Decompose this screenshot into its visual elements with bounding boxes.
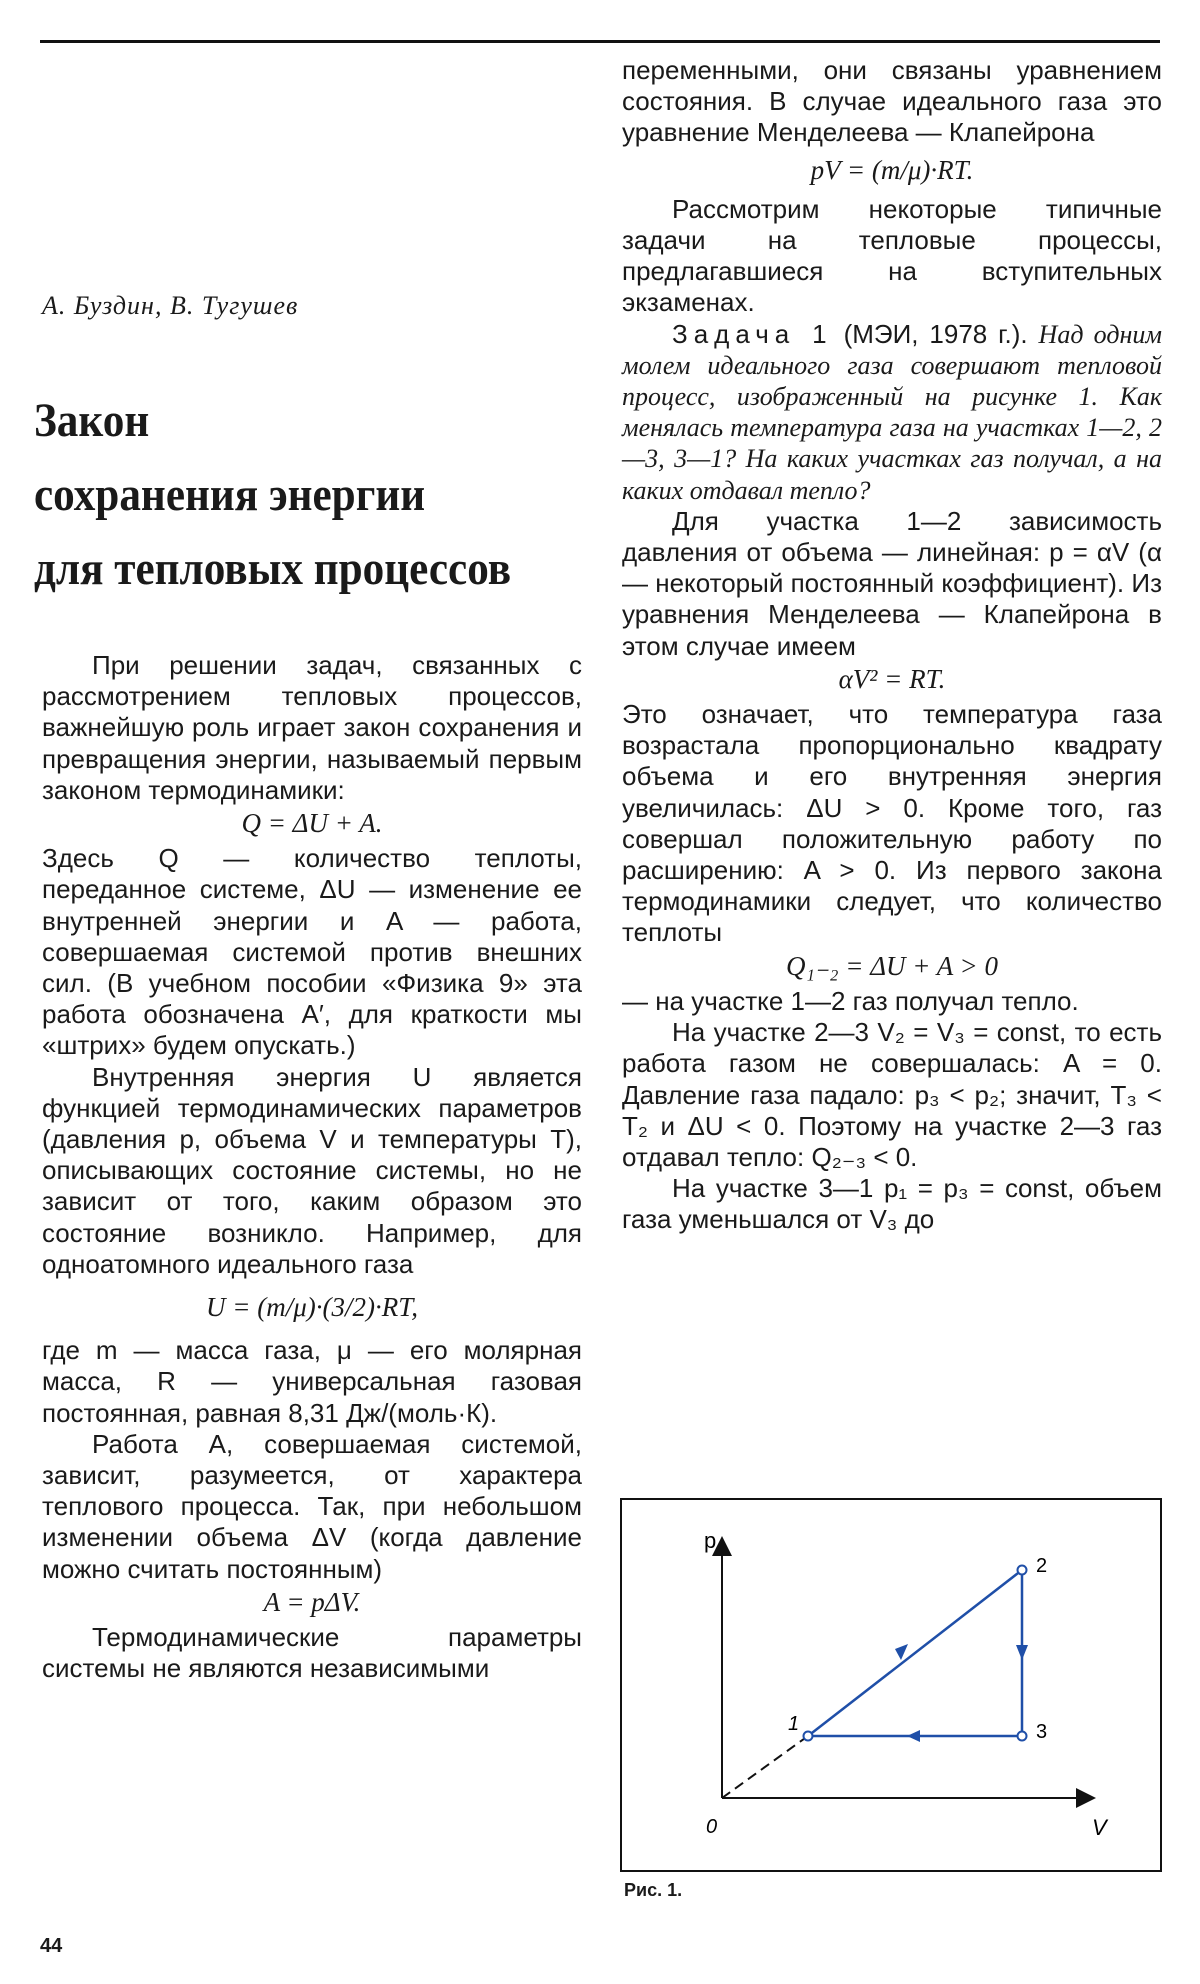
paragraph: переменными, они связаны уравнением состояния. В случае идеального газа это уравнение Менделеева — Клапейрона <box>622 55 1162 148</box>
x-axis-label: V <box>1092 1815 1107 1840</box>
task-text: Над одним молем идеального газа совершают тепловой процесс, изображенный на рисунке 1. Как менялась температура газа на участках 1—2, 2—3, 3—1? На каких участках газ получал, а на каких отдавал тепло? <box>622 319 1162 505</box>
task-label: Задача 1 <box>672 318 833 349</box>
paragraph: Термодинамические параметры системы не являются независимыми <box>42 1622 582 1684</box>
paragraph: На участке 2—3 V₂ = V₃ = const, то есть работа газом не совершалась: A = 0. Давление газа падало: p₃ < p₂; значит, T₃ < T₂ и ΔU < 0. Поэтому на участке 2—3 газ отдавал тепло: Q₂₋₃ < 0. <box>622 1017 1162 1172</box>
title-line-2: сохранения энергии <box>34 468 426 521</box>
equation: αV² = RT. <box>838 663 946 694</box>
arrow-2-3 <box>1016 1645 1028 1660</box>
segment-1-2 <box>808 1570 1022 1736</box>
equation: Q₁₋₂ = ΔU + A > 0 <box>785 950 999 981</box>
paragraph: Для участка 1—2 зависимость давления от объема — линейная: p = αV (α — некоторый постоянный коэффициент). Из уравнения Менделеева — Клапейрона в этом случае имеем <box>622 505 1162 661</box>
paragraph: Рассмотрим некоторые типичные задачи на тепловые процессы, предлагавшиеся на вступительных экзаменах. <box>622 193 1162 318</box>
point-3 <box>1018 1732 1027 1741</box>
paragraph: Это означает, что температура газа возрастала пропорционально квадрату объема и его внутренняя энергия увеличилась: ΔU > 0. Кроме того, газ совершал положительную работу по расширению: A > 0. Из первого закона термодинамики следует, что количество теплоты <box>622 699 1162 948</box>
point-2-label: 2 <box>1036 1555 1048 1577</box>
point-1-label: 1 <box>788 1713 800 1735</box>
equation: A = pΔV. <box>263 1586 361 1617</box>
title-line-1: Закон <box>34 394 150 447</box>
paragraph: — на участке 1—2 газ получал тепло. <box>622 985 1079 1016</box>
pv-diagram <box>622 1500 1160 1870</box>
extension-line <box>722 1736 808 1798</box>
right-column <box>622 55 1162 1236</box>
arrow-3-1 <box>907 1730 920 1742</box>
point-3-label: 3 <box>1036 1721 1048 1743</box>
y-axis-label: p <box>704 1528 717 1553</box>
paragraph: При решении задач, связанных с рассмотрением тепловых процессов, важнейшую роль играет закон сохранения и превращения энергии, называемый первым законом термодинамики: <box>42 650 582 805</box>
authors: А. Буздин, В. Тугушев <box>42 291 299 320</box>
title-line-3: для тепловых процессов <box>34 542 512 595</box>
task-source: (МЭИ, 1978 г.). <box>843 318 1028 349</box>
equation: Q = ΔU + A. <box>241 808 383 839</box>
left-column <box>42 650 582 1685</box>
top-rule <box>40 40 1160 43</box>
paragraph: где m — масса газа, μ — его молярная масса, R — универсальная газовая постоянная, равная 8,31 Дж/(моль·К). <box>42 1335 582 1428</box>
arrow-1-2 <box>895 1644 908 1660</box>
page-number: 44 <box>40 1935 63 1957</box>
figure-1 <box>620 1498 1162 1872</box>
article-title <box>34 384 556 606</box>
point-2 <box>1018 1566 1027 1575</box>
figure-caption: Рис. 1. <box>624 1880 683 1900</box>
task-paragraph <box>622 319 1162 506</box>
paragraph: Здесь Q — количество теплоты, переданное системе, ΔU — изменение ее внутренней энергии и A — работа, совершаемая системой против внешних сил. (В учебном пособии «Физика 9» эта работа обозначена A′, для краткости мы «штрих» будем опускать.) <box>42 843 582 1061</box>
equation: pV = (m/μ)·RT. <box>810 154 974 185</box>
paragraph: На участке 3—1 p₁ = p₃ = const, объем газа уменьшался от V₃ до <box>622 1173 1162 1235</box>
paragraph: Внутренняя энергия U является функцией термодинамических параметров (давления p, объема V и температуры T), описывающих состояние системы, но не зависит от того, каким образом это состояние возникло. Например, для одноатомного идеального газа <box>42 1061 582 1279</box>
origin-label: 0 <box>706 1816 718 1838</box>
equation: U = (m/μ)·(3/2)·RT, <box>206 1292 418 1323</box>
point-1 <box>804 1732 813 1741</box>
paragraph: Работа A, совершаемая системой, зависит, разумеется, от характера теплового процесса. Так, при небольшом изменении объема ΔV (когда давление можно считать постоянным) <box>42 1428 582 1584</box>
